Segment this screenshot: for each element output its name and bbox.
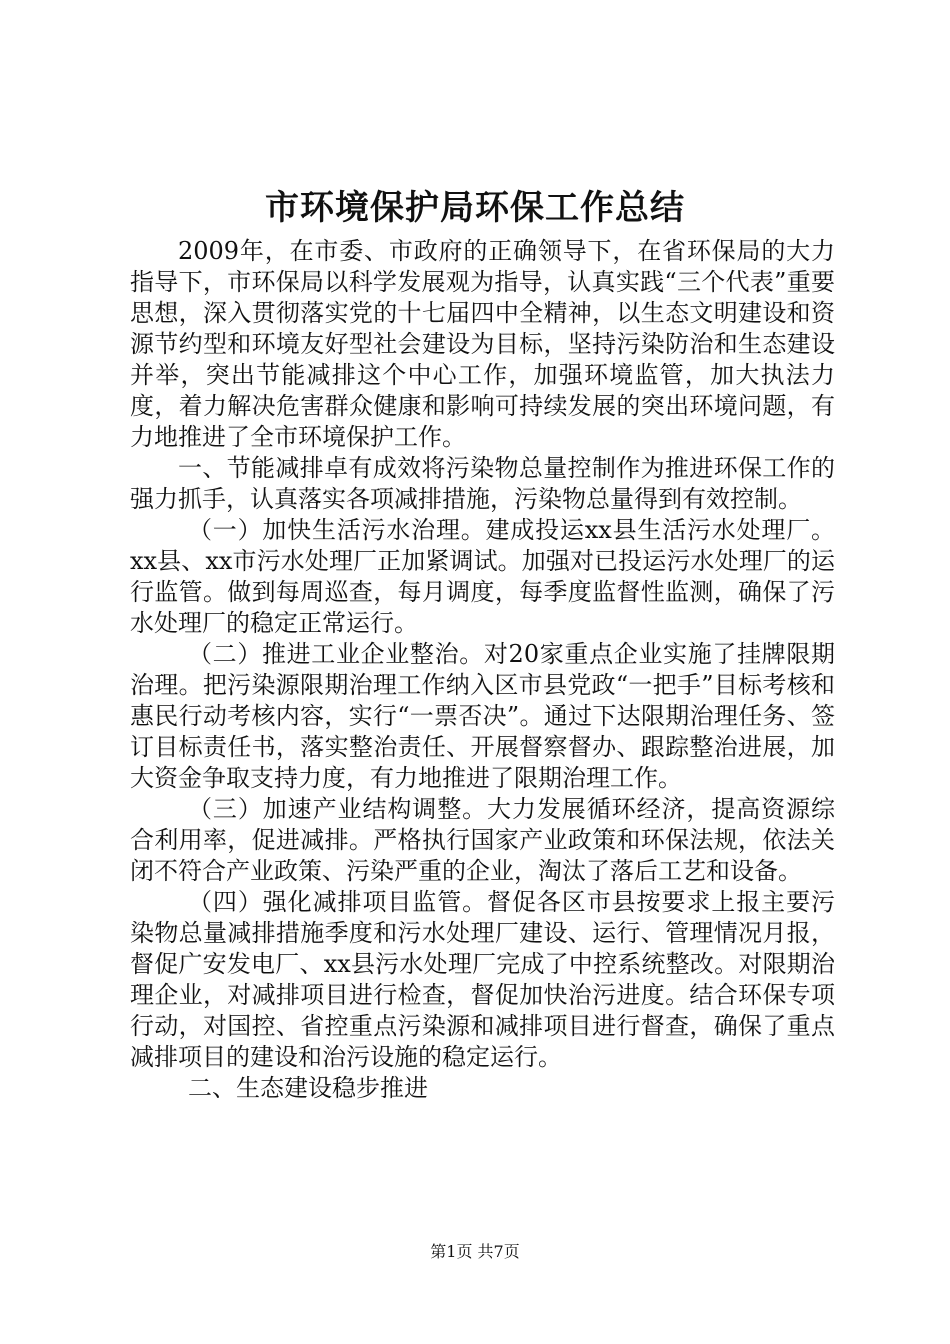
document-title: 市环境保护局环保工作总结 bbox=[265, 188, 685, 228]
document-body bbox=[130, 236, 835, 1104]
paragraph-item-4: （四）强化减排项目监管。督促各区市县按要求上报主要污染物总量减排措施季度和污水处理厂建设、运行、管理情况月报，督促广安发电厂、xx县污水处理厂完成了中控系统整改。对限期治理企业，对减排项目进行检查，督促加快治污进度。结合环保专项行动，对国控、省控重点污染源和减排项目进行督查，确保了重点减排项目的建设和治污设施的稳定运行。 bbox=[130, 888, 835, 1071]
paragraph-section-1: 一、节能减排卓有成效将污染物总量控制作为推进环保工作的强力抓手，认真落实各项减排措施，污染物总量得到有效控制。 bbox=[130, 454, 835, 513]
paragraph-intro: 2009年，在市委、市政府的正确领导下，在省环保局的大力指导下，市环保局以科学发展观为指导，认真实践“三个代表”重要思想，深入贯彻落实党的十七届四中全精神，以生态文明建设和资源节约型和环境友好型社会建设为目标，坚持污染防治和生态建设并举，突出节能减排这个中心工作，加强环境监管，加大执法力度，着力解决危害群众健康和影响可持续发展的突出环境问题，有力地推进了全市环境保护工作。 bbox=[130, 237, 835, 451]
paragraph-item-2: （二）推进工业企业整治。对20家重点企业实施了挂牌限期治理。把污染源限期治理工作纳入区市县党政“一把手”目标考核和惠民行动考核内容，实行“一票否决”。通过下达限期治理任务、签订目标责任书，落实整治责任、开展督察督办、跟踪整治进展，加大资金争取支持力度，有力地推进了限期治理工作。 bbox=[130, 640, 835, 792]
paragraph-item-1: （一）加快生活污水治理。建成投运xx县生活污水处理厂。xx县、xx市污水处理厂正加紧调试。加强对已投运污水处理厂的运行监管。做到每周巡查，每月调度，每季度监督性监测，确保了污水处理厂的稳定正常运行。 bbox=[130, 516, 835, 637]
paragraph-section-2: 二、生态建设稳步推进 bbox=[188, 1074, 428, 1102]
page-footer: 第1页 共7页 bbox=[430, 1242, 520, 1261]
paragraph-item-3: （三）加速产业结构调整。大力发展循环经济，提高资源综合利用率，促进减排。严格执行国家产业政策和环保法规，依法关闭不符合产业政策、污染严重的企业，淘汰了落后工艺和设备。 bbox=[130, 795, 835, 885]
